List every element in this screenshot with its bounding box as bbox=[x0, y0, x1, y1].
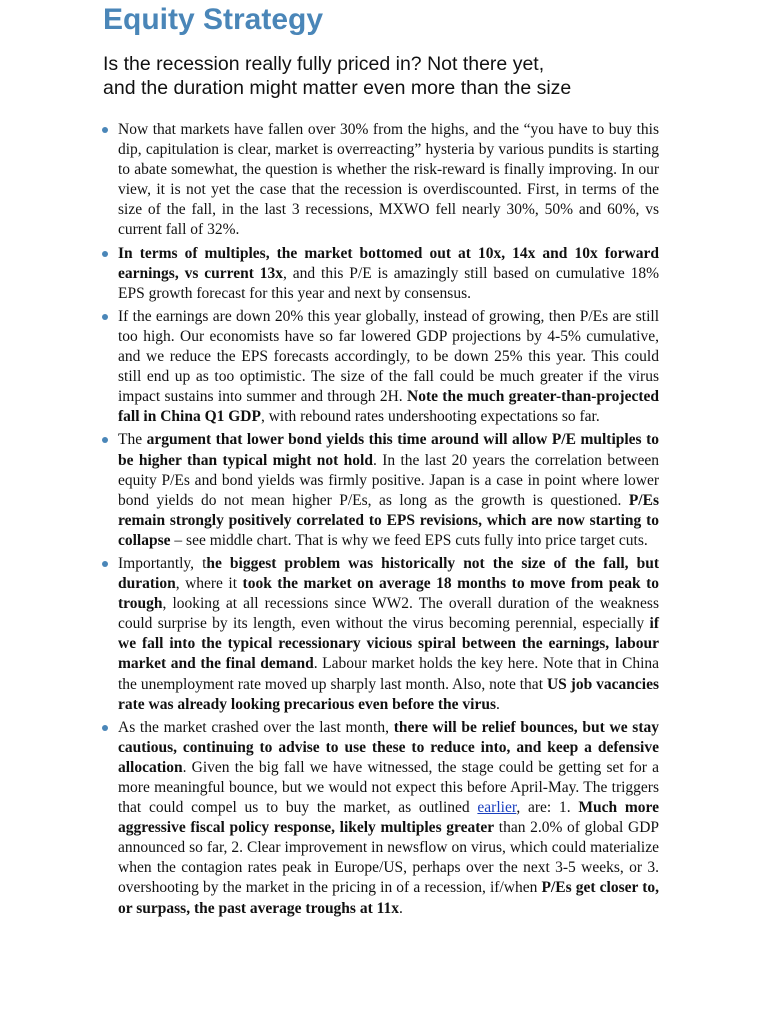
bullet-text: , looking at all recessions since WW2. The overall duration of the weakness could surprise by its length, even without the virus becoming perennial, especially bbox=[118, 595, 659, 633]
page-subtitle bbox=[103, 52, 743, 100]
bullet-bold-text: took the market on average 18 months to move from peak to trough bbox=[118, 575, 659, 613]
bullet-item-4 bbox=[99, 430, 659, 551]
bullet-item-2 bbox=[99, 244, 659, 304]
bullet-bold-text: P/Es remain strongly positively correlated to EPS revisions, which are now starting to collapse bbox=[118, 491, 659, 549]
bullet-bold-text: argument that lower bond yields this time around will allow P/E multiples to be higher than typical might not hold bbox=[118, 431, 659, 469]
earlier-link[interactable]: earlier bbox=[477, 799, 517, 817]
bullet-bold-text: Much more aggressive fiscal policy response, likely multiples greater bbox=[118, 799, 659, 837]
bullet-dot-icon bbox=[102, 437, 108, 443]
bullet-text: . bbox=[496, 695, 500, 713]
bullet-item-5 bbox=[99, 554, 659, 715]
page-title: Equity Strategy bbox=[103, 3, 324, 36]
bullet-text: , with rebound rates undershooting expectations so far. bbox=[260, 408, 600, 426]
bullet-text: , and this P/E is amazingly still based on cumulative 18% EPS growth forecast for this year and next by consensus. bbox=[118, 264, 660, 302]
bullet-text: Importantly, t bbox=[118, 554, 207, 572]
bullet-text: If the earnings are down 20% this year globally, instead of growing, then P/Es are still too high. Our economists have so far lowered GDP projections by 4-5% cumulative, and we reduce the EPS forecasts accordingly, to be down 25% this year. This could still end up as too optimistic. The size of the fall could be much greater if the virus impact sustains into summer and through 2H. bbox=[118, 307, 659, 406]
bullet-text: . Given the big fall we have witnessed, the stage could be getting set for a more meaningful bounce, but we would not expect this before April-May. The triggers that could compel us to buy the market, as outlined bbox=[118, 758, 659, 817]
bullet-text: Now that markets have fallen over 30% from the highs, and the “you have to buy this dip, capitulation is clear, market is overreacting” hysteria by various pundits is starting to abate somewhat, the question is whether the risk-reward is finally improving. In our view, it is not yet the case that the recession is overdiscounted. First, in terms of the size of the fall, in the last 3 recessions, MXWO fell nearly 30%, 50% and 60%, vs current fall of 32%. bbox=[118, 121, 659, 239]
bullet-bold-text: US job vacancies rate was already looking precarious even before the virus bbox=[118, 675, 659, 713]
bullet-dot-icon bbox=[102, 725, 108, 731]
bullet-text: . bbox=[399, 899, 403, 917]
bullet-dot-icon bbox=[102, 127, 108, 133]
bullet-dot-icon bbox=[102, 314, 108, 320]
subtitle-line-2: and the duration might matter even more than the size bbox=[103, 77, 572, 99]
bullet-list bbox=[99, 120, 659, 922]
bullet-text: . In the last 20 years the correlation between equity P/Es and bond yields was firmly positive. Japan is a case in point where lower bond yields do not mean higher P/Es, as long as the growth is questioned. bbox=[118, 451, 659, 509]
bullet-bold-text: In terms of multiples, the market bottomed out at 10x, 14x and 10x forward earnings, vs current 13x bbox=[118, 244, 659, 282]
bullet-text: – see middle chart. That is why we feed EPS cuts fully into price target cuts. bbox=[170, 531, 648, 549]
bullet-text: , where it bbox=[175, 575, 243, 593]
subtitle-line-1: Is the recession really fully priced in? Not there yet, bbox=[103, 53, 545, 75]
bullet-bold-text: Note the much greater-than-projected fall in China Q1 GDP bbox=[118, 388, 659, 426]
bullet-text: . Labour market holds the key here. Note that in China the unemployment rate moved up sharply last month. Also, note that bbox=[118, 655, 659, 693]
bullet-bold-text: he biggest problem was historically not the size of the fall, but duration bbox=[118, 554, 659, 593]
bullet-text: , are: 1. bbox=[516, 799, 579, 817]
bullet-bold-text: P/Es get closer to, or surpass, the past average troughs at 11x bbox=[118, 879, 659, 917]
bullet-item-3 bbox=[99, 307, 659, 428]
bullet-dot-icon bbox=[102, 561, 108, 567]
bullet-item-6 bbox=[99, 718, 659, 919]
bullet-text: The bbox=[118, 431, 147, 449]
bullet-text: than 2.0% of global GDP announced so far, 2. Clear improvement in newsflow on virus, which could materialize when the contagion rates peak in Europe/US, perhaps over the next 3-5 weeks, or 3. overshooting by the market in the pricing in of a recession, if/when bbox=[118, 819, 660, 897]
bullet-bold-text: there will be relief bounces, but we stay cautious, continuing to advise to use these to reduce into, and keep a defensive allocation bbox=[118, 718, 659, 776]
bullet-item-1 bbox=[99, 120, 659, 241]
bullet-bold-text: if we fall into the typical recessionary vicious spiral between the earnings, labour market and the final demand bbox=[118, 615, 659, 673]
bullet-dot-icon bbox=[102, 251, 108, 257]
bullet-text: As the market crashed over the last month, bbox=[118, 718, 394, 736]
